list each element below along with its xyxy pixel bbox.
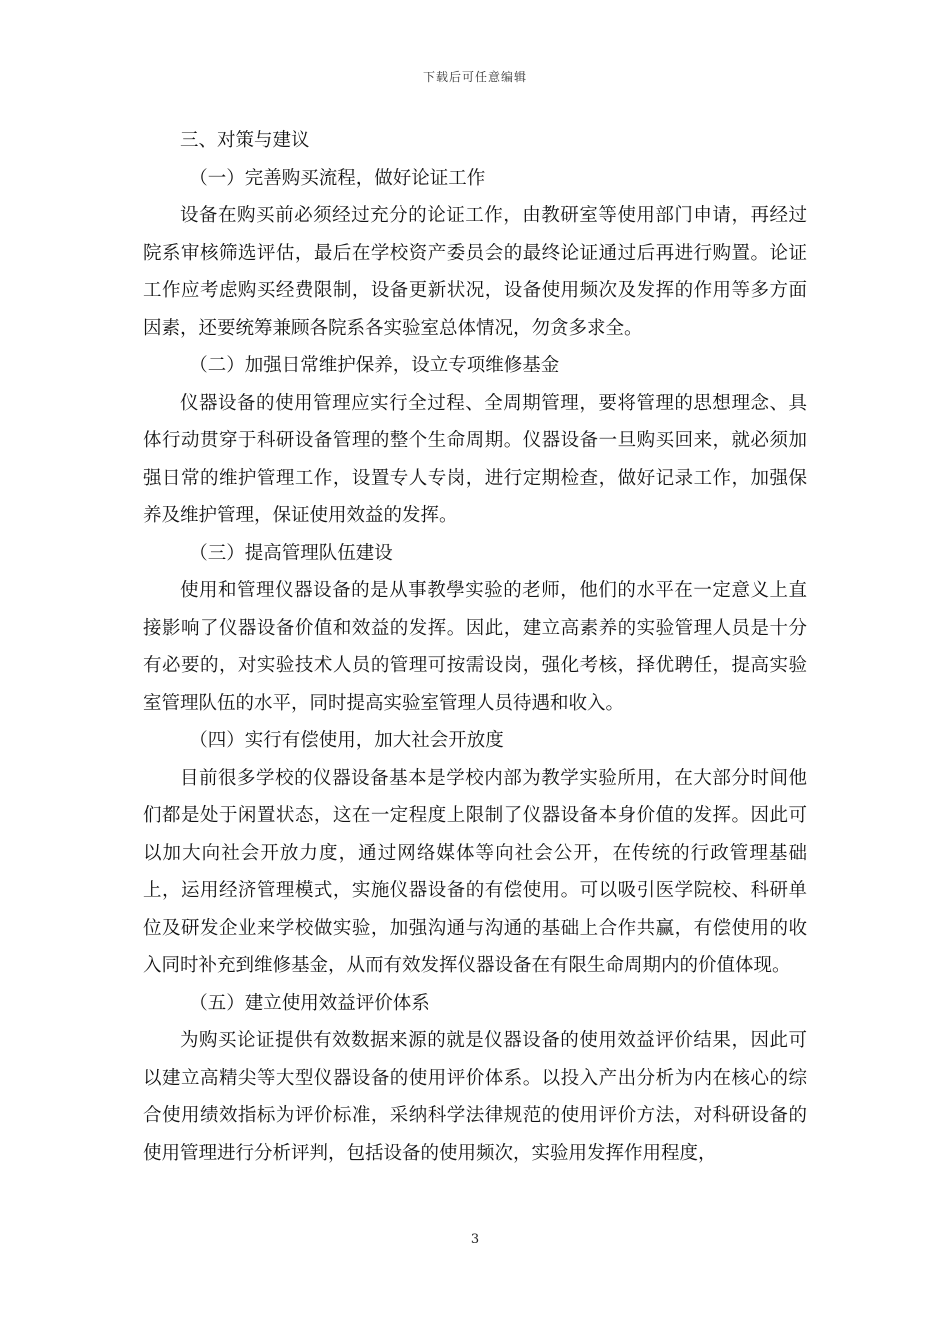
subsection-heading-3: （三）提高管理队伍建设 <box>189 542 393 564</box>
subsection-heading-4: （四）实行有偿使用，加大社会开放度 <box>189 730 504 751</box>
paragraph-5: 为购买论证提供有效数据来源的就是仪器设备的使用效益评价结果，因此可以建立高精尖等大型仪器设备的使用评价体系。以投入产出分析为内在核心的综合使用绩效指标为评价标准，采纳科学法律规范的使用评价方法，对科研设备的使用管理进行分析评判，包括设备的使用频次，实验用发挥作用程度， <box>143 1030 807 1164</box>
document-body <box>143 122 807 1172</box>
page-number: 3 <box>470 1232 480 1247</box>
section-title: 三、对策与建议 <box>180 130 310 151</box>
paragraph-3: 使用和管理仪器设备的是从事教學实验的老师，他们的水平在一定意义上直接影响了仪器设备价值和效益的发挥。因此，建立高素养的实验管理人员是十分有必要的，对实验技术人员的管理可按需设岗，强化考核，择优聘任，提高实验室管理队伍的水平，同时提高实验室管理人员待遇和收入。 <box>143 580 807 714</box>
subsection-heading-1: （一）完善购买流程，做好论证工作 <box>189 167 486 189</box>
subsection-heading-2: （二）加强日常维护保养，设立专项维修基金 <box>189 355 560 376</box>
page-header: 下载后可任意编辑 <box>422 70 527 84</box>
subsection-heading-5: （五）建立使用效益评价体系 <box>189 992 430 1014</box>
paragraph-4: 目前很多学校的仪器设备基本是学校内部为教学实验所用，在大部分时间他们都是处于闲置状态，这在一定程度上限制了仪器设备本身价值的发挥。因此可以加大向社会开放力度，通过网络媒体等向社会公开，在传统的行政管理基础上，运用经济管理模式，实施仪器设备的有偿使用。可以吸引医学院校、科研单位及研发企业来学校做实验，加强沟通与沟通的基础上合作共赢，有偿使用的收入同时补充到维修基金，从而有效发挥仪器设备在有限生命周期内的价值体现。 <box>143 767 807 976</box>
paragraph-1: 设备在购买前必须经过充分的论证工作，由教研室等使用部门申请，再经过院系审核筛选评估，最后在学校资产委员会的最终论证通过后再进行购置。论证工作应考虑购买经费限制，设备更新状况，设备使用频次及发挥的作用等多方面因素，还要统筹兼顾各院系各实验室总体情况，勿贪多求全。 <box>143 205 807 339</box>
paragraph-2: 仪器设备的使用管理应实行全过程、全周期管理，要将管理的思想理念、具体行动贯穿于科研设备管理的整个生命周期。仪器设备一旦购买回来，就必须加强日常的维护管理工作，设置专人专岗，进行定期检查，做好记录工作，加强保养及维护管理，保证使用效益的发挥。 <box>143 392 807 526</box>
